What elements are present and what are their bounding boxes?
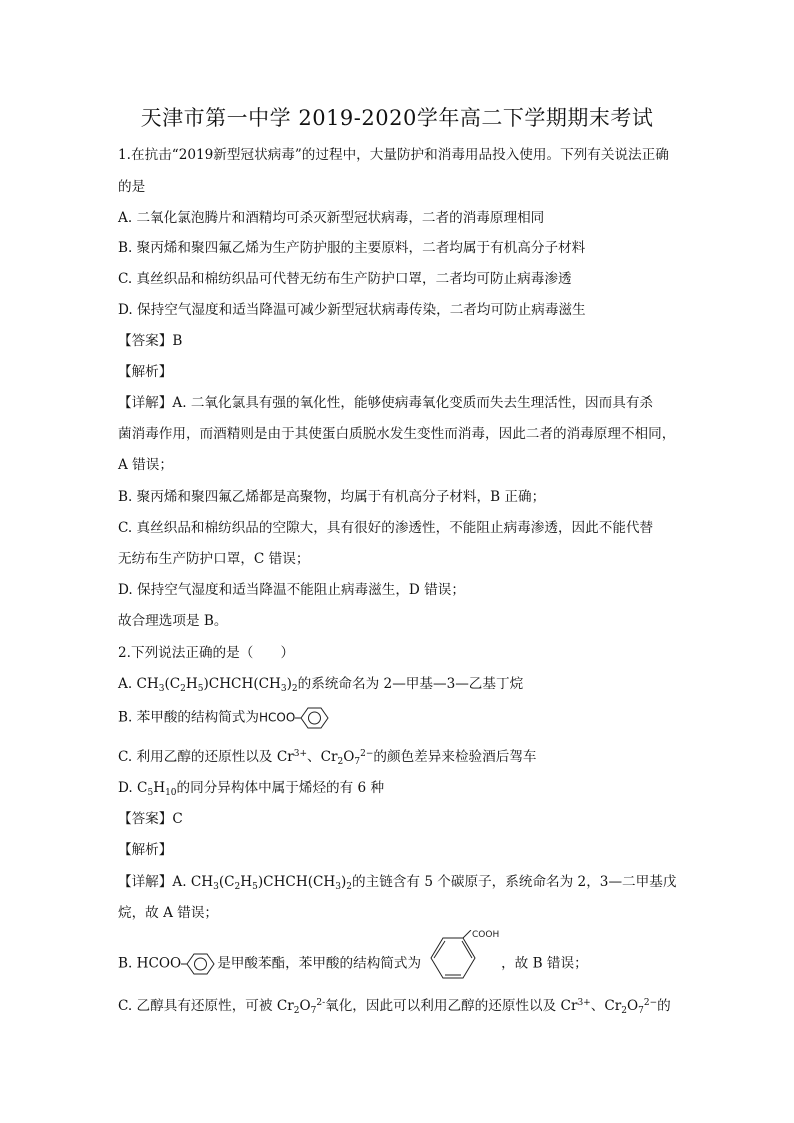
q1-detail-line-4: B. 聚丙烯和聚四氟乙烯都是高聚物，均属于有机高分子材料，B 正确；	[118, 489, 546, 505]
q1-option-a: A. 二氧化氯泡腾片和酒精均可杀灭新型冠状病毒，二者的消毒原理相同	[118, 210, 545, 226]
q1-detail-line-6: 无纺布生产防护口罩，C 错误；	[118, 551, 310, 567]
phenyl-formate-formula: HCOO	[258, 710, 296, 725]
q1-analysis-heading: 【解析】	[118, 364, 173, 380]
q1-detail-line-2: 菌消毒作用，而酒精则是由于其使蛋白质脱水发生变性而消毒，因此二者的消毒原理不相同，	[118, 426, 676, 442]
cooh-label: COOH	[472, 930, 500, 940]
q1-stem-line-1: 1.在抗击“2019新型冠状病毒”的过程中，大量防护和消毒用品投入使用。下列有关说法正确	[118, 147, 669, 163]
benzoic-acid-structure	[421, 930, 501, 980]
benzene-ring-icon	[295, 706, 331, 730]
benzene-ring-icon	[181, 952, 217, 976]
q1-detail-line-5: C. 真丝织品和棉纺织品的空隙大，具有很好的渗透性，不能阻止病毒渗透，因此不能代替	[118, 520, 654, 536]
page-title: 天津市第一中学 2019-2020学年高二下学期期末考试	[140, 106, 654, 130]
q1-stem-line-2: 的是	[118, 179, 146, 195]
q1-detail-line-1: 【详解】A. 二氧化氯具有强的氧化性，能够使病毒氧化变质而失去生理活性，因而具有杀	[118, 395, 654, 411]
q1-option-c: C. 真丝织品和棉纺织品可代替无纺布生产防护口罩，二者均可防止病毒渗透	[118, 271, 572, 287]
q1-detail-line-7: D. 保持空气湿度和适当降温不能阻止病毒滋生，D 错误；	[118, 582, 465, 598]
q2-detail-a-line-1: 【详解】A. $CH_3(C_2H_5)CHCH(CH_3)_2$的主链含有 5 个碳原子，系统命名为 2，3—二甲基戊	[118, 874, 677, 892]
q2-detail-c: C. 乙醇具有还原性，可被 $Cr_2O_7^{2-}$氧化，因此可以利用乙醇的还原性以及 $Cr^{3+}$、$Cr_2O_7^{2-}$的	[118, 998, 671, 1016]
q2-option-c: C. 利用乙醇的还原性以及 $Cr^{3+}$、$Cr_2O_7^{2-}$的颜色差异来检验酒后驾车	[118, 749, 537, 767]
q2-option-d: D. $C_5H_{10}$的同分异构体中属于烯烃的有 6 种	[118, 780, 385, 798]
q1-conclusion: 故合理选项是 B。	[118, 613, 228, 629]
q2-analysis-heading: 【解析】	[118, 842, 173, 858]
q1-option-d: D. 保持空气湿度和适当降温可减少新型冠状病毒传染，二者均可防止病毒滋生	[118, 302, 586, 318]
q2-option-a: A. $CH_3(C_2H_5)CHCH(CH_3)_2$的系统命名为 2—甲基—3—乙基丁烷	[118, 676, 524, 694]
q1-answer: 【答案】B	[118, 333, 183, 349]
q2-option-b: B. 苯甲酸的结构简式为HCOO	[118, 706, 678, 730]
q1-option-b: B. 聚丙烯和聚四氟乙烯为生产防护服的主要原料，二者均属于有机高分子材料	[118, 240, 586, 256]
q2-detail-b: B. HCOO 是甲酸苯酯，苯甲酸的结构简式为 COOH ，故 B 错误；	[118, 948, 678, 980]
q2-detail-a-line-2: 烷，故 A 错误；	[118, 905, 219, 921]
q2-answer: 【答案】C	[118, 811, 183, 827]
q2-stem: 2.下列说法正确的是（ ）	[118, 645, 295, 661]
q1-detail-line-3: A 错误；	[118, 457, 173, 473]
